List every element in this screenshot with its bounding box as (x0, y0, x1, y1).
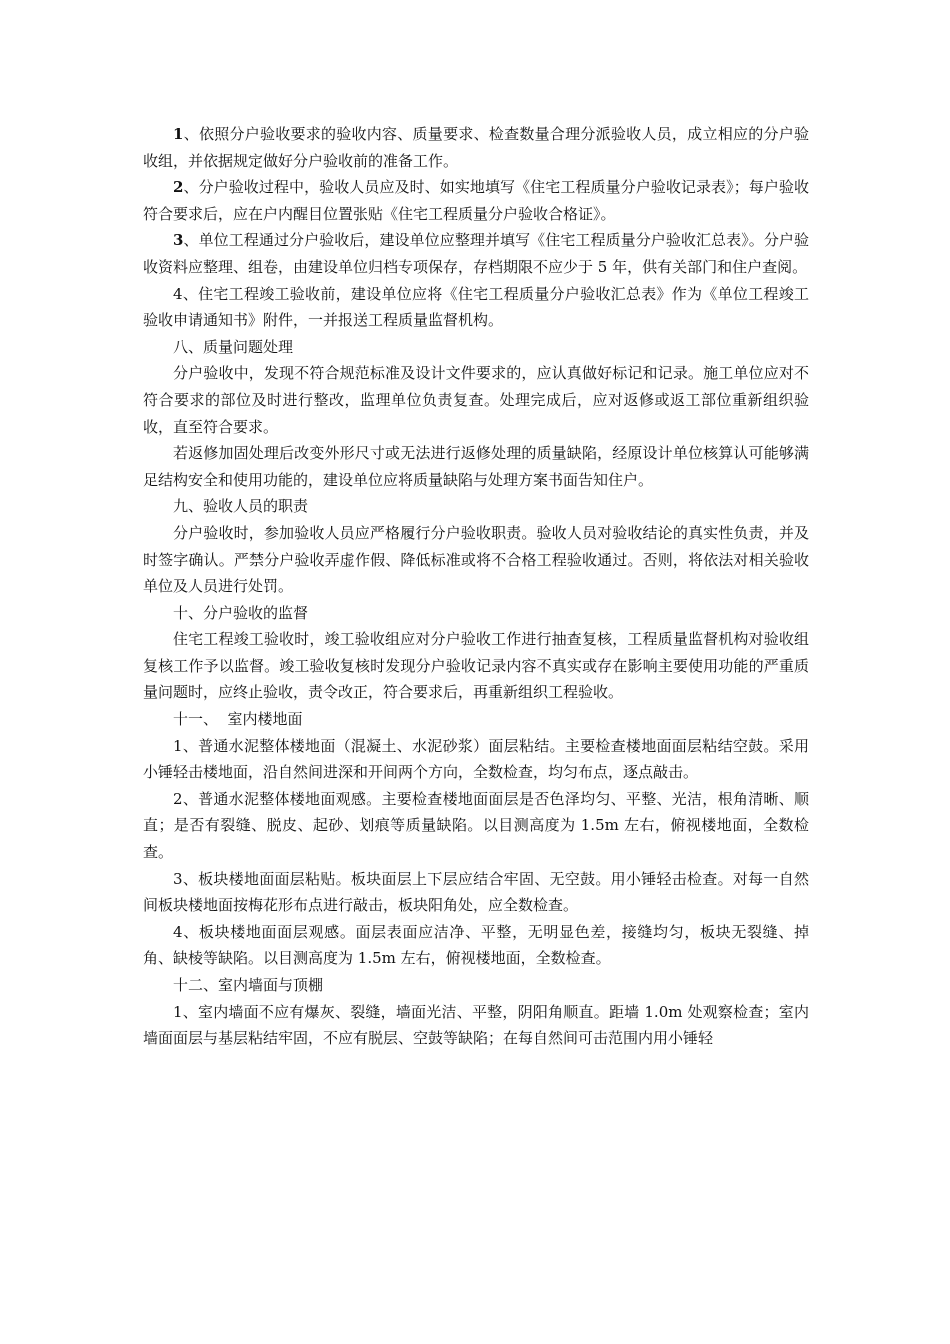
section-heading-8: 八、质量问题处理 (173, 337, 294, 356)
section-heading-10: 十、分户验收的监督 (173, 603, 309, 622)
paragraph: 4、板块楼地面面层观感。面层表面应洁净、平整，无明显色差，接缝均匀，板块无裂缝、掉角、缺棱等缺陷。以目测高度为 1.5m 左右，俯视楼地面，全数检查。 (143, 922, 809, 968)
numbered-item-4: 4、住宅工程竣工验收前，建设单位应将《住宅工程质量分户验收汇总表》作为《单位工程竣工验收申请通知书》附件，一并报送工程质量监督机构。 (143, 284, 809, 330)
paragraph: 若返修加固处理后改变外形尺寸或无法进行返修处理的质量缺陷，经原设计单位核算认可能够满足结构安全和使用功能的，建设单位应将质量缺陷与处理方案书面告知住户。 (143, 444, 809, 489)
section-heading-11: 十一、 室内楼地面 (173, 710, 303, 729)
paragraph: 2、普通水泥整体楼地面观感。主要检查楼地面面层是否色泽均匀、平整、光洁，根角清晰、顺直；是否有裂缝、脱皮、起砂、划痕等质量缺陷。以目测高度为 1.5m 左右，俯视楼地面，全数检查。 (143, 789, 809, 862)
numbered-item-2 (143, 174, 809, 227)
item-text: 、依照分户验收要求的验收内容、质量要求、检查数量合理分派验收人员，成立相应的分户验收组，并依据规定做好分户验收前的准备工作。 (143, 125, 809, 170)
item-number: 2 (173, 178, 184, 197)
paragraph: 1、普通水泥整体楼地面（混凝土、水泥砂浆）面层粘结。主要检查楼地面面层粘结空鼓。采用小锤轻击楼地面，沿自然间进深和开间两个方向，全数检查，均匀布点，逐点敲击。 (143, 736, 809, 782)
section-heading-12: 十二、室内墙面与顶棚 (173, 976, 324, 994)
item-number: 3 (173, 231, 184, 250)
item-text: 、单位工程通过分户验收后，建设单位应整理并填写《住宅工程质量分户验收汇总表》。分户验收资料应整理、组卷，由建设单位归档专项保存，存档期限不应少于 5 年，供有关部门和住户查阅。 (143, 231, 809, 276)
paragraph: 分户验收中，发现不符合规范标准及设计文件要求的，应认真做好标记和记录。施工单位应对不符合要求的部位及时进行整改，监理单位负责复查。处理完成后，应对返修或返工部位重新组织验收，直至符合要求。 (143, 364, 809, 436)
paragraph: 1、室内墙面不应有爆灰、裂缝，墙面光洁、平整，阴阳角顺直。距墙 1.0m 处观察检查；室内墙面面层与基层粘结牢固，不应有脱层、空鼓等缺陷；在每自然间可击范围内用小锤轻 (143, 1002, 809, 1048)
numbered-item-3 (143, 227, 809, 280)
item-number: 1 (173, 125, 184, 143)
numbered-item-1 (143, 121, 809, 174)
paragraph: 3、板块楼地面面层粘贴。板块面层上下层应结合牢固、无空鼓。用小锤轻击检查。对每一自然间板块楼地面按梅花形布点进行敲击，板块阳角处，应全数检查。 (143, 869, 809, 915)
section-heading-9: 九、验收人员的职责 (173, 497, 309, 516)
paragraph: 分户验收时，参加验收人员应严格履行分户验收职责。验收人员对验收结论的真实性负责，并及时签字确认。严禁分户验收弄虚作假、降低标准或将不合格工程验收通过。否则，将依法对相关验收单位及人员进行处罚。 (143, 523, 809, 596)
item-text: 、分户验收过程中，验收人员应及时、如实地填写《住宅工程质量分户验收记录表》；每户验收符合要求后，应在户内醒目位置张贴《住宅工程质量分户验收合格证》。 (143, 178, 809, 223)
document-page (143, 121, 809, 1052)
paragraph: 住宅工程竣工验收时，竣工验收组应对分户验收工作进行抽查复核，工程质量监督机构对验收组复核工作予以监督。竣工验收复核时发现分户验收记录内容不真实或存在影响主要使用功能的严重质量问题时，应终止验收，责令改正，符合要求后，再重新组织工程验收。 (143, 630, 809, 702)
